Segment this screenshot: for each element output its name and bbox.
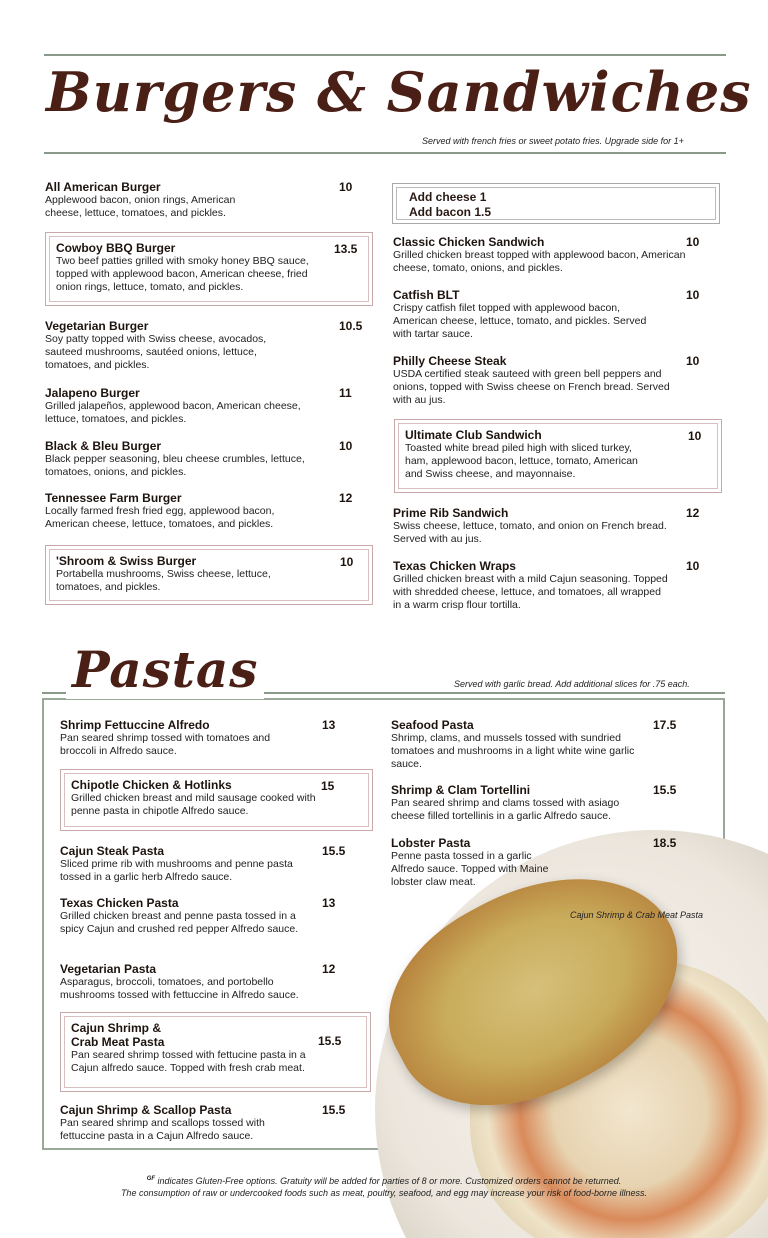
burgers-note: Served with french fries or sweet potato fries. Upgrade side for 1+ [422,136,684,146]
item-price: 18.5 [653,836,677,850]
item-desc: Portabella mushrooms, Swiss cheese, lettuce, tomatoes, and pickles. [56,568,271,593]
menu-item-featured [60,1012,371,1092]
menu-item-featured [45,545,373,605]
item-desc: Grilled chicken breast and penne pasta tossed in a spicy Cajun and crushed red pepper Alfredo sauce. [60,910,299,935]
menu-item [60,844,360,884]
top-rule [44,54,726,56]
pastas-title: Pastas [66,640,264,699]
item-desc: Applewood bacon, onion rings, American cheese, lettuce, tomatoes, and pickles. [45,194,236,219]
item-price: 10 [339,439,353,453]
menu-item-featured [394,419,722,493]
menu-item [60,718,360,758]
menu-item [393,288,713,341]
menu-item [45,491,370,531]
footer-text-1: indicates Gluten-Free options. Gratuity will be added for parties of 8 or more. Customized orders cannot be returned. [155,1176,622,1186]
menu-item [60,896,360,936]
menu-footer [40,1173,728,1199]
menu-item-featured [60,769,373,831]
menu-item-featured [45,232,373,306]
item-price: 15.5 [322,844,346,858]
item-name: Lobster Pasta [391,836,471,850]
item-name: Cajun Shrimp & Crab Meat Pasta [71,1021,165,1049]
burgers-title: Burgers & Sandwiches [46,60,752,124]
item-price: 12 [339,491,353,505]
item-name: Cowboy BBQ Burger [56,241,176,255]
menu-item [60,1103,360,1143]
item-price: 10 [686,354,700,368]
item-name: Cajun Shrimp & Scallop Pasta [60,1103,232,1117]
item-price: 10 [340,555,354,569]
photo-caption: Cajun Shrimp & Crab Meat Pasta [570,910,704,920]
pastas-note: Served with garlic bread. Add additional slices for .75 each. [454,679,690,689]
item-desc: Asparagus, broccoli, tomatoes, and portobello mushrooms tossed with fettuccine in Alfredo sauce. [60,976,299,1001]
item-price: 12 [322,962,336,976]
item-price: 10 [686,235,700,249]
item-name: Philly Cheese Steak [393,354,507,368]
menu-item [393,354,713,407]
item-desc: Sliced prime rib with mushrooms and penne pasta tossed in a garlic herb Alfredo sauce. [60,858,293,883]
item-name: 'Shroom & Swiss Burger [56,554,197,568]
item-desc: Grilled jalapeños, applewood bacon, American cheese, lettuce, tomatoes, and pickles. [45,400,301,425]
item-price: 15 [321,779,335,793]
item-desc: Grilled chicken breast topped with applewood bacon, American cheese, tomato, onions, and pickles. [393,249,686,274]
item-desc: Black pepper seasoning, bleu cheese crumbles, lettuce, tomatoes, onions, and pickles. [45,453,305,478]
item-price: 13 [322,896,336,910]
menu-item [393,235,713,275]
menu-item [393,506,713,546]
item-name: Jalapeno Burger [45,386,140,400]
item-price: 10 [688,429,702,443]
item-desc: Pan seared shrimp tossed with fettucine pasta in a Cajun alfredo sauce. Topped with fresh crab meat. [71,1049,306,1074]
footer-line-1 [40,1173,728,1187]
item-name: Texas Chicken Pasta [60,896,179,910]
item-desc: Grilled chicken breast and mild sausage cooked with penne pasta in chipotle Alfredo sauce. [71,792,316,817]
item-desc: Two beef patties grilled with smoky honey BBQ sauce, topped with applewood bacon, American cheese, fried onion rings, lettuce, tomato, and pickles. [56,255,309,293]
item-desc: Soy patty topped with Swiss cheese, avocados, sauteed mushrooms, sautéed onions, lettuce, tomatoes, and pickles. [45,333,267,371]
item-desc: USDA certified steak sauteed with green bell peppers and onions, topped with Swiss cheese on French bread. Served with au jus. [393,368,670,406]
item-name: Tennessee Farm Burger [45,491,182,505]
menu-item [45,386,370,426]
item-name: Shrimp Fettuccine Alfredo [60,718,210,732]
item-desc: Penne pasta tossed in a garlic Alfredo sauce. Topped with Maine lobster claw meat. [391,850,549,888]
menu-item [393,559,713,612]
item-name: Cajun Steak Pasta [60,844,165,858]
burgers-title-rule [44,152,726,154]
item-name: Vegetarian Burger [45,319,149,333]
item-name: Prime Rib Sandwich [393,506,509,520]
menu-item [391,836,691,889]
gluten-free-mark: GF [146,1176,156,1182]
item-name: Shrimp & Clam Tortellini [391,783,531,797]
item-name: Chipotle Chicken & Hotlinks [71,778,232,792]
addon-cheese: Add cheese 1 [409,190,487,204]
item-price: 10.5 [339,319,363,333]
item-desc: Pan seared shrimp and scallops tossed with fettuccine pasta in a Cajun Alfredo sauce. [60,1117,265,1142]
menu-item [391,783,691,823]
item-name: Texas Chicken Wraps [393,559,516,573]
item-price: 17.5 [653,718,677,732]
item-desc: Pan seared shrimp tossed with tomatoes and broccoli in Alfredo sauce. [60,732,271,757]
item-name: Classic Chicken Sandwich [393,235,545,249]
footer-line-2: The consumption of raw or undercooked foods such as meat, poultry, seafood, and egg may increase your risk of food-borne illness. [120,1188,648,1198]
item-name: Catfish BLT [393,288,460,302]
item-desc: Swiss cheese, lettuce, tomato, and onion on French bread. Served with au jus. [393,520,667,545]
item-price: 10 [686,288,700,302]
item-name: All American Burger [45,180,161,194]
item-price: 15.5 [322,1103,346,1117]
item-name: Vegetarian Pasta [60,962,157,976]
item-name: Ultimate Club Sandwich [405,428,542,442]
menu-item [391,718,691,771]
item-price: 13.5 [334,242,358,256]
item-price: 15.5 [653,783,677,797]
item-price: 13 [322,718,336,732]
item-desc: Grilled chicken breast with a mild Cajun seasoning. Topped with shredded cheese, lettuce, and tomatoes, all wrapped in a warm crisp flour tortilla. [393,573,668,611]
item-price: 11 [339,386,352,400]
menu-item [45,319,370,372]
menu-item [60,962,360,1002]
item-price: 15.5 [318,1034,342,1048]
item-name: Black & Bleu Burger [45,439,162,453]
item-desc: Locally farmed fresh fried egg, applewood bacon, American cheese, lettuce, tomatoes, and pickles. [45,505,275,530]
addons-box [392,183,720,224]
item-price: 10 [686,559,700,573]
menu-item [45,439,370,479]
item-desc: Crispy catfish filet topped with applewood bacon, American cheese, lettuce, tomato, and pickles. Served with tartar sauce. [393,302,647,340]
item-desc: Toasted white bread piled high with sliced turkey, ham, applewood bacon, lettuce, tomato, American and Swiss cheese, and mayonnaise. [405,442,638,480]
item-name: Seafood Pasta [391,718,474,732]
item-desc: Pan seared shrimp and clams tossed with asiago cheese filled tortellinis in a garlic Alfredo sauce. [391,797,620,822]
item-price: 12 [686,506,700,520]
item-price: 10 [339,180,353,194]
menu-item [45,180,365,220]
addon-bacon: Add bacon 1.5 [409,205,492,219]
item-desc: Shrimp, clams, and mussels tossed with sundried tomatoes and mushrooms in a light white wine garlic sauce. [391,732,635,770]
